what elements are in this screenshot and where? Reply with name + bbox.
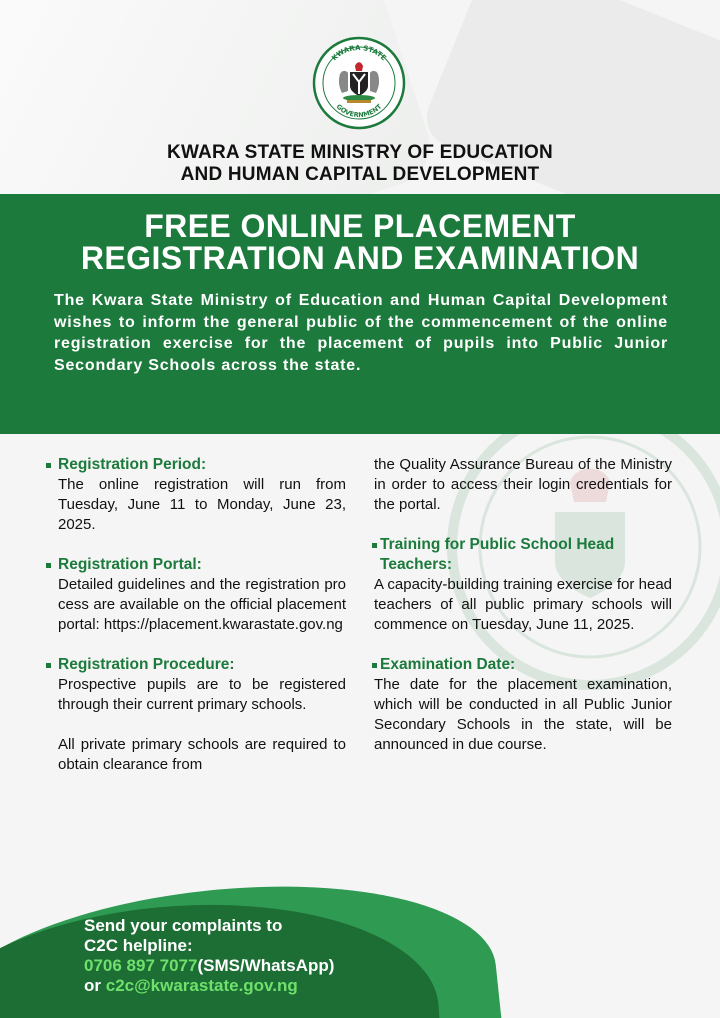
- helpline-phone-note: (SMS/WhatsApp): [197, 956, 335, 975]
- registration-portal-section: [46, 555, 346, 635]
- helpline-phone[interactable]: 0706 897 7077: [84, 956, 198, 975]
- section-heading-text: Training for Public School Head Teachers:: [380, 536, 615, 573]
- continuation-paragraph: the Quality Assurance Bureau of the Ministry in order to access their login credentials for the portal.: [374, 456, 672, 513]
- section-body: The date for the placement examination, which will be conducted in all Public Junior Secondary Schools in the state, will be announced in due course.: [374, 676, 672, 753]
- helpline-line1: Send your complaints to: [84, 916, 283, 935]
- section-heading: [46, 455, 346, 475]
- svg-text:GOVERNMENT: GOVERNMENT: [334, 102, 384, 120]
- bullet-icon: [372, 543, 377, 548]
- helpline-line2: C2C helpline:: [84, 936, 193, 955]
- svg-text:KWARA STATE: KWARA STATE: [330, 43, 388, 63]
- helpline-block: [84, 916, 484, 996]
- helpline-or-label: or: [84, 976, 106, 995]
- helpline-email-row: [84, 976, 484, 996]
- headline: [0, 210, 720, 274]
- helpline-email[interactable]: c2c@kwarastate.gov.ng: [105, 976, 298, 995]
- headline-line2: REGISTRATION AND EXAMINATION: [80, 240, 640, 276]
- bullet-icon: [46, 463, 51, 468]
- registration-period-section: [46, 455, 346, 535]
- section-body: Prospective pupils are to be registered through their current primary schools.: [58, 676, 346, 713]
- bullet-icon: [46, 663, 51, 668]
- section-body: The online registration will run from Tuesday, June 11 to Monday, June 23, 2025.: [58, 476, 346, 533]
- section-heading-text: Examination Date:: [380, 656, 516, 673]
- section-heading-text: Registration Period:: [58, 456, 207, 473]
- left-column: [46, 455, 346, 795]
- bullet-icon: [46, 563, 51, 568]
- ministry-title-line1: KWARA STATE MINISTRY OF EDUCATION: [167, 142, 553, 163]
- section-heading-text: Registration Procedure:: [58, 656, 235, 673]
- section-heading-text: Registration Portal:: [58, 556, 202, 573]
- right-column: [372, 455, 672, 775]
- continuation-paragraph-wrap: [372, 455, 672, 515]
- section-body: Detailed guidelines and the registration process are available on the official placement portal: https://placement.kwarastate.gov.ng: [58, 576, 346, 633]
- section-heading: [46, 655, 346, 675]
- section-heading: [372, 655, 672, 675]
- headline-line1: FREE ONLINE PLACEMENT: [144, 208, 576, 244]
- private-schools-paragraph: All private primary schools are required to obtain clearance from: [58, 736, 346, 773]
- intro-paragraph: The Kwara State Ministry of Education and Human Capital Development wishes to inform the general public of the commencement of the online registration exercise for the placement of pupils into Public Junior Secondary Schools across the state.: [54, 292, 668, 374]
- ministry-title-line2: AND HUMAN CAPITAL DEVELOPMENT: [180, 164, 540, 185]
- section-heading: [46, 555, 346, 575]
- bullet-icon: [372, 663, 377, 668]
- section-heading: [372, 535, 672, 575]
- registration-procedure-section: [46, 655, 346, 775]
- ministry-title: [0, 142, 720, 186]
- helpline-phone-row: [84, 956, 484, 976]
- examination-date-section: [372, 655, 672, 755]
- section-body: A capacity-building training exercise for head teachers of all public primary schools will commence on Tuesday, June 11, 2025.: [374, 576, 672, 633]
- training-section: [372, 535, 672, 635]
- kwara-state-seal-icon: [312, 36, 406, 130]
